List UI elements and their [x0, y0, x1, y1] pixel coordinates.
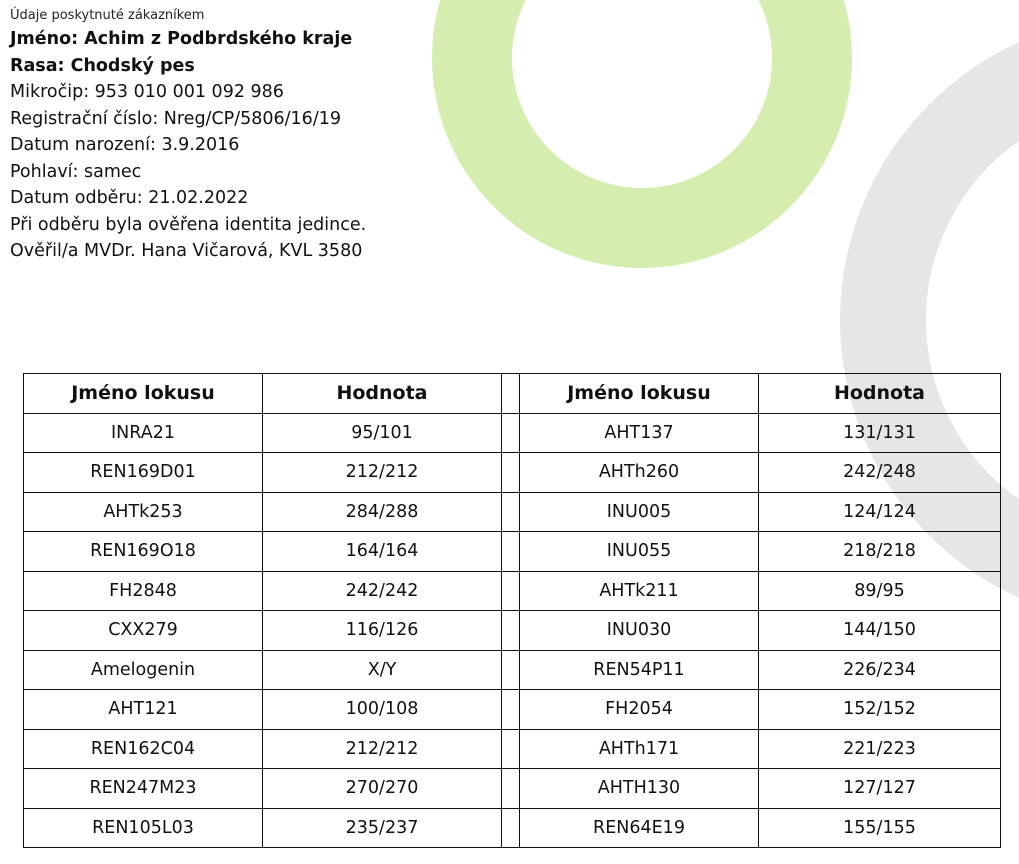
- locus-name-left: CXX279: [24, 611, 263, 651]
- value-left: 212/212: [263, 729, 502, 769]
- locus-name-right: REN54P11: [520, 650, 759, 690]
- value-left: 95/101: [263, 413, 502, 453]
- value-left: 164/164: [263, 532, 502, 572]
- table-row: [24, 532, 1001, 572]
- column-separator: [502, 374, 520, 414]
- locus-name-right: AHTH130: [520, 769, 759, 809]
- birth-date: Datum narození: 3.9.2016: [10, 135, 240, 155]
- locus-name-left: FH2848: [24, 571, 263, 611]
- locus-name-right: INU055: [520, 532, 759, 572]
- table-row: [24, 650, 1001, 690]
- value-right: 144/150: [759, 611, 1001, 651]
- locus-name-right: REN64E19: [520, 808, 759, 848]
- value-right: 131/131: [759, 413, 1001, 453]
- column-separator: [502, 571, 520, 611]
- value-right: 89/95: [759, 571, 1001, 611]
- column-separator: [502, 690, 520, 730]
- locus-name-right: AHTh171: [520, 729, 759, 769]
- locus-name-right: FH2054: [520, 690, 759, 730]
- header-value-right: Hodnota: [759, 374, 1001, 414]
- header-locus-name-left: Jméno lokusu: [24, 374, 263, 414]
- table-header-row: [24, 374, 1001, 414]
- value-left: 212/212: [263, 453, 502, 493]
- value-right: 221/223: [759, 729, 1001, 769]
- locus-name-right: AHT137: [520, 413, 759, 453]
- customer-info: [10, 6, 366, 265]
- value-right: 155/155: [759, 808, 1001, 848]
- locus-name-right: AHTk211: [520, 571, 759, 611]
- column-separator: [502, 611, 520, 651]
- value-right: 242/248: [759, 453, 1001, 493]
- table-row: [24, 413, 1001, 453]
- table-row: [24, 611, 1001, 651]
- header-value-left: Hodnota: [263, 374, 502, 414]
- verified-by: Ověřil/a MVDr. Hana Vičarová, KVL 3580: [10, 241, 363, 261]
- green-ring: [472, 0, 812, 228]
- locus-name-left: REN247M23: [24, 769, 263, 809]
- locus-name-right: INU005: [520, 492, 759, 532]
- column-separator: [502, 808, 520, 848]
- locus-name-left: AHT121: [24, 690, 263, 730]
- table-body: [24, 413, 1001, 848]
- locus-name-left: REN169D01: [24, 453, 263, 493]
- column-separator: [502, 650, 520, 690]
- locus-name-left: REN169O18: [24, 532, 263, 572]
- microchip: Mikročip: 953 010 001 092 986: [10, 82, 284, 102]
- table-row: [24, 571, 1001, 611]
- column-separator: [502, 492, 520, 532]
- value-left: 284/288: [263, 492, 502, 532]
- loci-table: [23, 373, 1001, 848]
- value-right: 127/127: [759, 769, 1001, 809]
- value-left: 235/237: [263, 808, 502, 848]
- locus-name-left: REN162C04: [24, 729, 263, 769]
- table-row: [24, 729, 1001, 769]
- value-left: 116/126: [263, 611, 502, 651]
- table-row: [24, 453, 1001, 493]
- locus-name-left: Amelogenin: [24, 650, 263, 690]
- column-separator: [502, 453, 520, 493]
- sex: Pohlaví: samec: [10, 161, 142, 182]
- value-right: 152/152: [759, 690, 1001, 730]
- locus-name-right: AHTh260: [520, 453, 759, 493]
- value-right: 218/218: [759, 532, 1001, 572]
- locus-name-left: INRA21: [24, 413, 263, 453]
- dog-breed: Rasa: Chodský pes: [10, 55, 195, 76]
- value-left: X/Y: [263, 650, 502, 690]
- table-row: [24, 808, 1001, 848]
- column-separator: [502, 532, 520, 572]
- dog-name: Jméno: Achim z Podbrdského kraje: [10, 29, 353, 49]
- value-right: 226/234: [759, 650, 1001, 690]
- column-separator: [502, 769, 520, 809]
- registration-number: Registrační číslo: Nreg/CP/5806/16/19: [10, 108, 341, 129]
- value-left: 270/270: [263, 769, 502, 809]
- table-row: [24, 492, 1001, 532]
- value-left: 100/108: [263, 690, 502, 730]
- value-left: 242/242: [263, 571, 502, 611]
- column-separator: [502, 729, 520, 769]
- table-row: [24, 769, 1001, 809]
- table-row: [24, 690, 1001, 730]
- info-caption: Údaje poskytnuté zákazníkem: [10, 8, 205, 23]
- sampling-date: Datum odběru: 21.02.2022: [10, 188, 249, 208]
- header-locus-name-right: Jméno lokusu: [520, 374, 759, 414]
- column-separator: [502, 413, 520, 453]
- locus-name-left: REN105L03: [24, 808, 263, 848]
- locus-name-right: INU030: [520, 611, 759, 651]
- locus-name-left: AHTk253: [24, 492, 263, 532]
- identity-note: Při odběru byla ověřena identita jedince.: [10, 214, 367, 235]
- value-right: 124/124: [759, 492, 1001, 532]
